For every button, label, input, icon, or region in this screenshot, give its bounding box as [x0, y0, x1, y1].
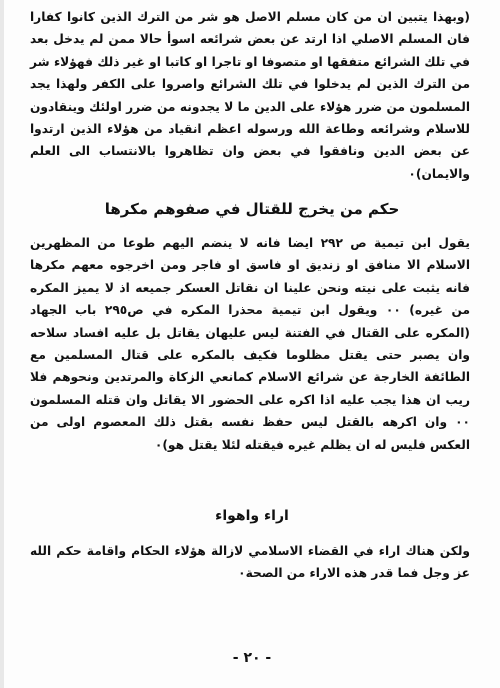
paragraph-1: (وبهذا يتبين ان من كان مسلم الاصل هو شر من الترك الذين كانوا كفارا فان المسلم الاصلي اذا ارتد عن بعض شرائعه اسوأ حالا ممن لم يدخل بعد في تلك الشرائع متفقها او متصوفا او تاجرا او كاتبا او غير ذلك فهؤلاء شر من الترك الذين لم يدخلوا في تلك الشرائع واصروا على الكفر ولهذا يجد المسلمون من ضرر هؤلاء على الدين ما لا يجدونه من ضرر اولئك وينقادون للاسلام وشرائعه وطاعة الله ورسوله اعظم انقياد من هؤلاء الذين ارتدوا عن بعض الدين ونافقوا في بعض وان تظاهروا بالانتساب الى العلم والايمان)٠	[30, 10, 470, 181]
page-number: - ٢٠ -	[232, 650, 272, 666]
section-heading-1: حكم من يخرج للقتال في صفوهم مكرها	[104, 200, 400, 218]
section-heading-2: اراء واهواء	[215, 508, 289, 524]
paragraph-3: ولكن هناك اراء في القضاء الاسلامي لازالة هؤلاء الحكام واقامة حكم الله عز وجل فما قدر هذه الاراء من الصحة٠	[30, 544, 470, 581]
paragraph-2: يقول ابن تيمية ص ٢٩٢ ايضا فانه لا ينضم اليهم طوعا من المظهرين الاسلام الا منافق او زنديق او فاسق او فاجر ومن اخرجوه معهم مكرها فانه يثبت على نيته ونحن علينا ان نقاتل العسكر جميعه اذ لا يميز المكره من غيره) ٠٠ ويقول ابن تيمية محذرا المكره في ص٢٩٥ باب الجهاد (المكره على القتال في الفتنة ليس عليهان يقاتل بل عليه افساد سلاحه وان يصبر حتى يقتل مظلوما فكيف بالمكره على قتال المسلمين مع الطائفة الخارجة عن شرائع الاسلام كمانعي الزكاة والمرتدين ونحوهم فلا ريب ان هذا يجب عليه اذا اكره على الحضور الا يقاتل وان قتله المسلمون ٠٠ وان اكرهه بالقتل ليس حفظ نفسه بقتل ذلك المعصوم اولى من العكس فليس له ان يظلم غيره فيقتله لئلا يقتل هو)٠	[30, 236, 470, 452]
